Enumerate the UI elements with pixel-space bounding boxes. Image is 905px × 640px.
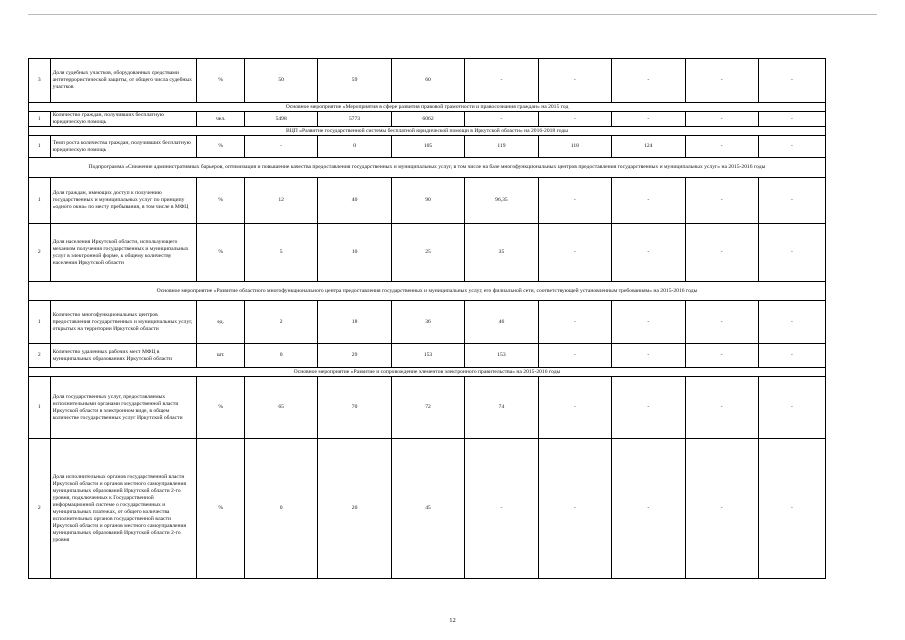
value-cell: 118 bbox=[538, 136, 611, 158]
value-cell: - bbox=[758, 301, 825, 344]
value-cell: 2 bbox=[244, 301, 317, 344]
value-cell: 10 bbox=[318, 224, 391, 282]
value-cell: - bbox=[758, 112, 825, 127]
value-cell: 36 bbox=[391, 301, 464, 344]
value-cell: - bbox=[612, 178, 685, 224]
value-cell: 105 bbox=[391, 136, 464, 158]
section-heading: Основное мероприятие «Развитие и сопровождение элементов электронного правительства» на 2015-2016 годы bbox=[29, 368, 826, 377]
value-cell: - bbox=[612, 377, 685, 439]
value-cell: 35 bbox=[465, 224, 538, 282]
row-number: 3 bbox=[29, 59, 51, 103]
value-cell: 124 bbox=[612, 136, 685, 158]
value-cell: - bbox=[758, 224, 825, 282]
unit-cell: % bbox=[197, 178, 245, 224]
top-border-line bbox=[28, 14, 877, 15]
indicator-name: Количество граждан, получивших бесплатную юридическую помощь bbox=[50, 112, 197, 127]
value-cell: 59 bbox=[318, 59, 391, 103]
value-cell: - bbox=[538, 301, 611, 344]
value-cell: - bbox=[685, 439, 758, 579]
value-cell: - bbox=[612, 59, 685, 103]
indicator-name: Доля исполнительных органов государственной власти Иркутской области и органов местного самоуправления муниципальных образований Иркутской области 2-го уровня, подключенных к Государственной информационной системе о государственных и муниципальных платежах, от общего количества исполнительных органов государственной власти Иркутской области и органов местного самоуправления муниципальных образований Иркутской области 2-го уровня bbox=[50, 439, 197, 579]
row-number: 1 bbox=[29, 112, 51, 127]
section-heading: ВЦП «Развитие государственной системы бесплатной юридической помощи в Иркутской области» на 2016-2018 годы bbox=[29, 127, 826, 136]
section-heading: Подпрограмма «Снижение административных барьеров, оптимизация и повышение качества предоставления государственных и муниципальных услуг, в том числе на базе многофункциональных центров предоставления государственных и муниципальных услуг» на 2015-2016 годы bbox=[29, 158, 826, 178]
value-cell: 70 bbox=[318, 377, 391, 439]
value-cell: - bbox=[538, 224, 611, 282]
page-number: 12 bbox=[449, 617, 456, 624]
value-cell: - bbox=[758, 59, 825, 103]
unit-cell: % bbox=[197, 439, 245, 579]
indicator-name: Доля населения Иркутской области, использующего механизм получения государственных и муниципальных услуг в электронной форме, к общему количеству населения Иркутской области bbox=[50, 224, 197, 282]
value-cell: - bbox=[685, 224, 758, 282]
value-cell: 74 bbox=[465, 377, 538, 439]
table-row bbox=[29, 59, 826, 103]
value-cell: - bbox=[758, 178, 825, 224]
value-cell: 72 bbox=[391, 377, 464, 439]
value-cell: - bbox=[685, 377, 758, 439]
table-row bbox=[29, 439, 826, 579]
value-cell: 50 bbox=[244, 59, 317, 103]
table-row bbox=[29, 112, 826, 127]
value-cell: 40 bbox=[318, 178, 391, 224]
value-cell: 29 bbox=[318, 344, 391, 368]
value-cell: 20 bbox=[318, 439, 391, 579]
section-heading: Основное мероприятие «Мероприятия в сфере развития правовой грамотности и правосознания граждан» на 2015 год bbox=[29, 103, 826, 112]
table-row bbox=[29, 301, 826, 344]
value-cell: 0 bbox=[318, 136, 391, 158]
indicator-name: Количество многофункциональных центров предоставления государственных и муниципальных услуг, открытых на территории Иркутской области bbox=[50, 301, 197, 344]
value-cell: 6062 bbox=[391, 112, 464, 127]
value-cell: - bbox=[538, 178, 611, 224]
value-cell: 46 bbox=[465, 301, 538, 344]
row-number: 1 bbox=[29, 377, 51, 439]
value-cell: - bbox=[538, 344, 611, 368]
value-cell: - bbox=[465, 59, 538, 103]
row-number: 1 bbox=[29, 301, 51, 344]
value-cell: - bbox=[465, 112, 538, 127]
value-cell: 65 bbox=[244, 377, 317, 439]
row-number: 1 bbox=[29, 136, 51, 158]
table-row bbox=[29, 344, 826, 368]
section-row bbox=[29, 368, 826, 377]
value-cell: 0 bbox=[244, 344, 317, 368]
value-cell: - bbox=[685, 344, 758, 368]
value-cell: - bbox=[538, 439, 611, 579]
indicator-name: Доля судебных участков, оборудованных средствами антитеррористической защиты, от общего числа судебных участков bbox=[50, 59, 197, 103]
value-cell: - bbox=[612, 344, 685, 368]
table-row bbox=[29, 178, 826, 224]
value-cell: 96,35 bbox=[465, 178, 538, 224]
value-cell: - bbox=[465, 439, 538, 579]
value-cell: 18 bbox=[318, 301, 391, 344]
unit-cell: чел. bbox=[197, 112, 245, 127]
value-cell: - bbox=[685, 178, 758, 224]
value-cell: 45 bbox=[391, 439, 464, 579]
value-cell: 25 bbox=[391, 224, 464, 282]
value-cell: - bbox=[758, 377, 825, 439]
value-cell: - bbox=[612, 224, 685, 282]
value-cell: - bbox=[612, 301, 685, 344]
value-cell: - bbox=[538, 59, 611, 103]
section-row bbox=[29, 158, 826, 178]
value-cell: 153 bbox=[465, 344, 538, 368]
value-cell: - bbox=[538, 112, 611, 127]
value-cell: 5773 bbox=[318, 112, 391, 127]
value-cell: - bbox=[538, 377, 611, 439]
indicator-name: Темп роста количества граждан, получивших бесплатную юридическую помощь bbox=[50, 136, 197, 158]
value-cell: - bbox=[758, 439, 825, 579]
table-row bbox=[29, 377, 826, 439]
value-cell: - bbox=[244, 136, 317, 158]
section-row bbox=[29, 282, 826, 301]
unit-cell: % bbox=[197, 377, 245, 439]
value-cell: 60 bbox=[391, 59, 464, 103]
value-cell: - bbox=[685, 301, 758, 344]
section-row bbox=[29, 127, 826, 136]
value-cell: - bbox=[612, 112, 685, 127]
value-cell: - bbox=[685, 59, 758, 103]
value-cell: 153 bbox=[391, 344, 464, 368]
unit-cell: шт. bbox=[197, 344, 245, 368]
indicator-name: Доля граждан, имеющих доступ к получению государственных и муниципальных услуг по принципу «одного окна» по месту пребывания, в том числе в МФЦ bbox=[50, 178, 197, 224]
unit-cell: % bbox=[197, 224, 245, 282]
value-cell: - bbox=[758, 136, 825, 158]
table-row bbox=[29, 136, 826, 158]
value-cell: 90 bbox=[391, 178, 464, 224]
row-number: 2 bbox=[29, 224, 51, 282]
indicator-name: Доля государственных услуг, предоставляемых исполнительными органами государственной власти Иркутской области в электронном виде, в общем количестве государственных услуг Иркутской области bbox=[50, 377, 197, 439]
section-row bbox=[29, 103, 826, 112]
section-heading: Основное мероприятие «Развитие областного многофункционального центра предоставления государственных и муниципальных услуг, его филиальной сети, соответствующей установленным требованиям» на 2015-2016 годы bbox=[29, 282, 826, 301]
value-cell: 12 bbox=[244, 178, 317, 224]
row-number: 2 bbox=[29, 439, 51, 579]
table-row bbox=[29, 224, 826, 282]
value-cell: - bbox=[685, 136, 758, 158]
indicator-name: Количество удаленных рабочих мест МФЦ в муниципальных образованиях Иркутской области bbox=[50, 344, 197, 368]
value-cell: 5 bbox=[244, 224, 317, 282]
unit-cell: ед. bbox=[197, 301, 245, 344]
value-cell: - bbox=[685, 112, 758, 127]
row-number: 2 bbox=[29, 344, 51, 368]
unit-cell: % bbox=[197, 59, 245, 103]
indicators-table bbox=[28, 58, 826, 579]
value-cell: - bbox=[612, 439, 685, 579]
row-number: 1 bbox=[29, 178, 51, 224]
value-cell: 5498 bbox=[244, 112, 317, 127]
value-cell: - bbox=[758, 344, 825, 368]
value-cell: 119 bbox=[465, 136, 538, 158]
value-cell: 0 bbox=[244, 439, 317, 579]
unit-cell: % bbox=[197, 136, 245, 158]
